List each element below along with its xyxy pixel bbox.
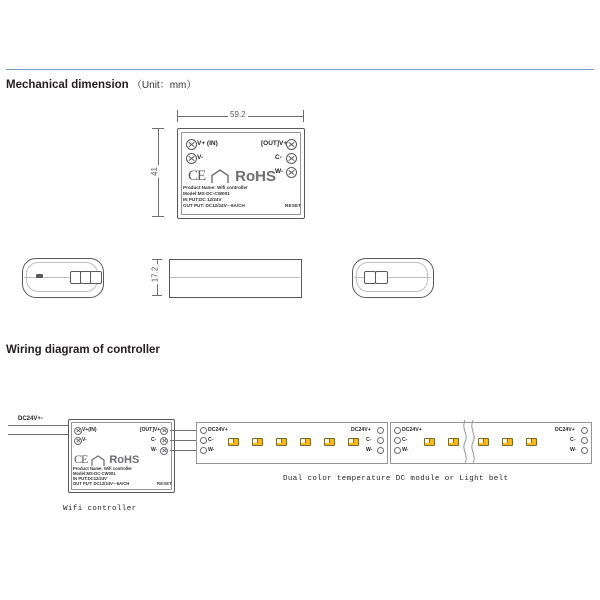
house-icon: [211, 169, 229, 184]
wiring-terminal-vplus-out: [160, 427, 168, 435]
wiring-rohs-mark: RoHS: [109, 453, 140, 466]
strip2-pad-w: [394, 447, 401, 454]
strip2-end-pad-vplus-label: DC24V+: [555, 427, 575, 433]
mechanical-section-title: [6, 76, 196, 91]
reset-button-label[interactable]: RESET: [285, 203, 302, 208]
terminal-w-out: [286, 167, 297, 178]
output-wire-c: [170, 440, 198, 441]
strip-break-symbol: [458, 420, 480, 469]
strip1-pad-w-label: W-: [208, 447, 215, 453]
wiring-product-label-line-3: IN PUT:DC12/24V: [73, 476, 107, 481]
mechanical-section-rule: [6, 69, 594, 70]
strip1-end-pad-vplus: [377, 427, 384, 434]
strip2-pad-w-label: W-: [402, 447, 409, 453]
led-chip: [424, 438, 435, 446]
strip2-end-pad-c-label: C-: [570, 437, 576, 443]
wiring-ce-mark-icon: CE: [74, 452, 88, 466]
side-view-right-port-2: [375, 271, 388, 284]
product-label-line-1: Product Name: Wifi controller: [183, 185, 248, 190]
led-chip: [526, 438, 537, 446]
certification-marks: [188, 168, 276, 185]
strip2-pad-c-label: C-: [402, 437, 408, 443]
wifi-controller-caption: Wifi controller: [63, 505, 137, 513]
led-chip: [276, 438, 287, 446]
led-chip: [300, 438, 311, 446]
wiring-terminal-w-out: [160, 447, 168, 455]
wiring-terminal-vminus-in: [74, 437, 82, 445]
terminal-vminus-in: [186, 153, 197, 164]
output-wire-w: [170, 450, 198, 451]
led-strip-caption: Dual color temperature DC module or Light belt: [283, 475, 509, 483]
strip1-end-pad-w: [377, 447, 384, 454]
led-chip: [252, 438, 263, 446]
strip1-pad-c: [200, 437, 207, 444]
terminal-vplus-out-label: [OUT]V+: [261, 140, 288, 147]
strip2-end-pad-w: [581, 447, 588, 454]
terminal-vplus-out: [286, 139, 297, 150]
led-chip: [228, 438, 239, 446]
input-voltage-label: DC24V+-: [18, 416, 43, 422]
wiring-terminal-vplus-in: [74, 427, 82, 435]
strip2-end-pad-vplus: [581, 427, 588, 434]
rohs-mark: RoHS: [235, 168, 277, 185]
wiring-product-label-line-1: Product Name: Wifi controller: [73, 466, 133, 471]
terminal-vplus-in-label: V+ (IN): [197, 140, 218, 147]
side-view-left-button-3: [90, 271, 102, 284]
strip2-end-pad-w-label: W-: [570, 447, 577, 453]
strip1-end-pad-c-label: C-: [366, 437, 372, 443]
ce-mark-icon: CE: [188, 168, 206, 184]
product-label-line-3: IN PUT:DC 12/24V: [183, 197, 222, 202]
strip1-end-pad-w-label: W-: [366, 447, 373, 453]
mechanical-unit-text: （Unit：mm）: [131, 80, 197, 91]
strip2-pad-vplus: [394, 427, 401, 434]
strip1-end-pad-vplus-label: DC24V+: [351, 427, 371, 433]
dim-height-value: 41: [149, 167, 159, 176]
terminal-vplus-in: [186, 139, 197, 150]
wiring-product-label-line-4: OUT PUT: DC12/24V---6A/CH: [73, 481, 130, 486]
led-chip: [348, 438, 359, 446]
side-view-middle-body: [169, 259, 302, 298]
wiring-section-title: Wiring diagram of controller: [6, 344, 160, 356]
mechanical-title-text: Mechanical dimension: [6, 79, 129, 91]
terminal-vminus-in-label: V-: [197, 154, 204, 161]
strip1-pad-c-label: C-: [208, 437, 214, 443]
strip1-end-pad-c: [377, 437, 384, 444]
led-chip: [502, 438, 513, 446]
wiring-terminal-vplus-out-label: [OUT]V+: [140, 427, 161, 433]
wiring-terminal-c-out: [160, 437, 168, 445]
wiring-terminal-vminus-in-label: V-: [82, 437, 87, 443]
terminal-w-out-label: W-: [275, 168, 284, 175]
strip2-pad-vplus-label: DC24V+: [402, 427, 422, 433]
product-label-line-4: OUT PUT: DC12/24V---6A/CH: [183, 203, 245, 208]
wiring-reset-button-label[interactable]: RESET: [157, 481, 172, 486]
product-label-line-2: Model:MS-DC-CW001: [183, 191, 230, 196]
side-view-middle-centerline: [170, 277, 300, 278]
strip2-end-pad-c: [581, 437, 588, 444]
wiring-product-label-line-2: Model:MS-DC-CW001: [73, 471, 116, 476]
strip1-pad-vplus-label: DC24V+: [208, 427, 228, 433]
led-chip: [324, 438, 335, 446]
dim-width-value: 59.2: [230, 110, 246, 119]
strip2-pad-c: [394, 437, 401, 444]
wiring-terminal-c-out-label: C-: [151, 437, 157, 443]
side-view-left-indicator-slot: [36, 274, 43, 278]
wiring-terminal-w-out-label: W-: [151, 447, 158, 453]
wiring-house-icon: [91, 454, 105, 466]
wiring-terminal-vplus-in-label: V+(IN): [82, 427, 97, 433]
dim-thickness-value: 17.2: [150, 266, 160, 283]
terminal-c-out: [286, 153, 297, 164]
wiring-certification-marks: [74, 452, 139, 467]
strip1-pad-w: [200, 447, 207, 454]
strip1-pad-vplus: [200, 427, 207, 434]
terminal-c-out-label: C-: [275, 154, 282, 161]
output-wire-vplus: [170, 430, 198, 431]
